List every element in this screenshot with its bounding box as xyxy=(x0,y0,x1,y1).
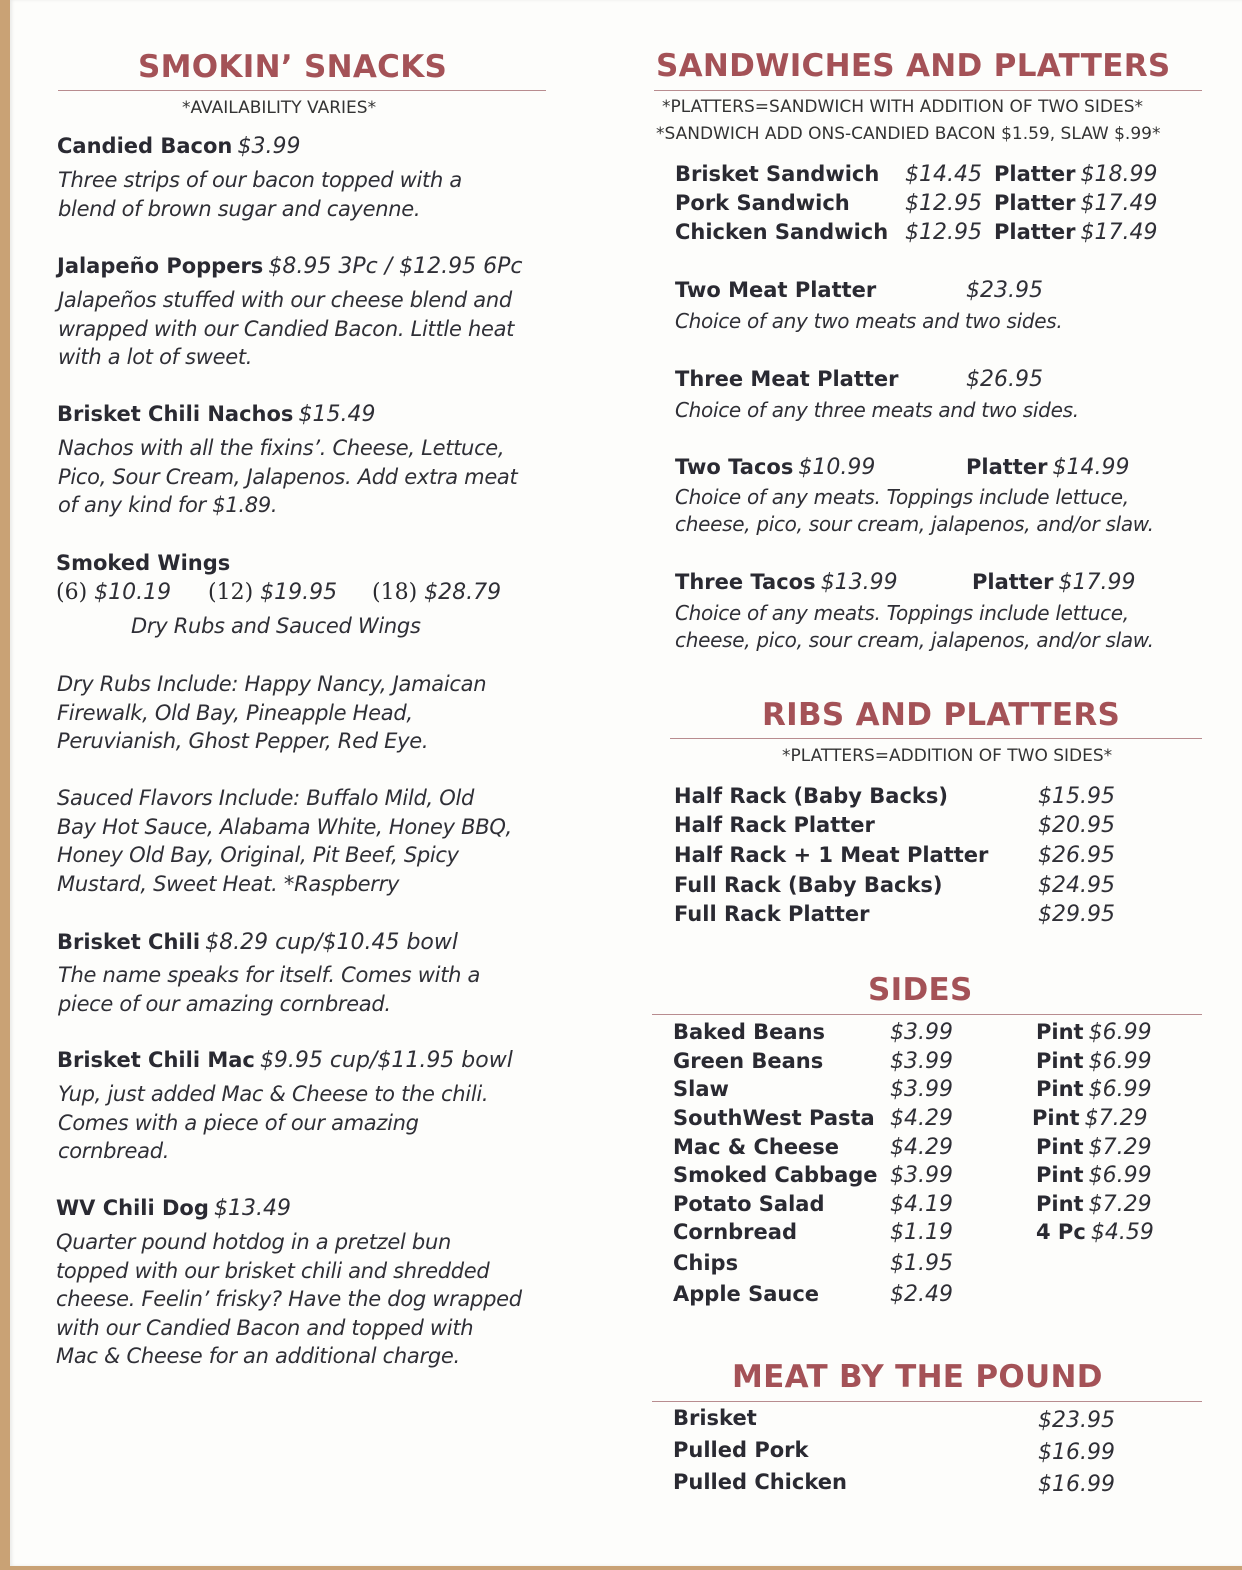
rib-price: $24.95 xyxy=(1038,873,1115,898)
sandwiches-platters-title: SANDWICHES AND PLATTERS xyxy=(656,48,1171,84)
menu-item-candied-bacon xyxy=(57,136,300,158)
sandwich-row-brisket: Brisket Sandwich xyxy=(675,162,880,186)
side-row: Mac & Cheese xyxy=(673,1135,840,1159)
side-row: Cornbread xyxy=(673,1220,797,1244)
rib-price: $20.95 xyxy=(1038,813,1115,838)
item-description: Nachos with all the fixins’. Cheese, Lettuce, Pico, Sour Cream, Jalapenos. Add extra meat of any kind for $1.89. xyxy=(58,436,518,517)
item-name: Brisket Chili Mac xyxy=(57,1048,255,1072)
sandwich-price: $14.45 xyxy=(905,162,982,187)
platters-note: *PLATTERS=SANDWICH WITH ADDITION OF TWO SIDES* xyxy=(662,97,1143,117)
rib-row: Full Rack (Baby Backs) xyxy=(674,873,943,897)
side-price: $2.49 xyxy=(890,1282,953,1307)
item-description: Choice of any two meats and two sides. xyxy=(675,309,1063,333)
side-pint-price: Pint $7.29 xyxy=(1036,1135,1152,1160)
menu-item-three-meat-platter: Three Meat Platter xyxy=(675,367,899,391)
sauced-flavors-list: Sauced Flavors Include: Buffalo Mild, Old Bay Hot Sauce, Alabama White, Honey BBQ, Honey Old Bay, Original, Pit Beef, Spicy Mustard, Sweet Heat. *Raspberry xyxy=(57,786,512,896)
rib-price: $26.95 xyxy=(1038,843,1115,868)
wings-subtitle: Dry Rubs and Sauced Wings xyxy=(131,614,421,638)
wing-option-18: (18) $28.79 xyxy=(372,580,502,605)
platter-price: Platter $17.49 xyxy=(994,191,1158,216)
side-price: $3.99 xyxy=(890,1020,953,1045)
menu-page xyxy=(10,0,1242,1566)
section-divider xyxy=(670,738,1202,739)
menu-item-three-tacos: Three Tacos $13.99 xyxy=(675,570,898,595)
item-description: Choice of any meats. Toppings include lettuce, cheese, pico, sour cream, jalapenos, and/or slaw. xyxy=(675,601,1154,652)
side-row: Smoked Cabbage xyxy=(673,1163,878,1187)
sandwich-price: $12.95 xyxy=(905,191,982,216)
sandwich-row-chicken: Chicken Sandwich xyxy=(675,220,889,244)
wing-option-12: (12) $19.95 xyxy=(208,580,338,605)
rib-row: Full Rack Platter xyxy=(674,902,870,926)
item-name: Candied Bacon xyxy=(57,134,233,158)
platter-price: Platter $17.49 xyxy=(994,220,1158,245)
item-name: Jalapeño Poppers xyxy=(57,254,264,278)
side-price: $4.29 xyxy=(890,1135,953,1160)
side-price: $4.19 xyxy=(890,1192,953,1217)
side-pint-price: Pint $6.99 xyxy=(1036,1020,1152,1045)
wing-option-6: (6) $10.19 xyxy=(56,580,172,605)
item-price: $23.95 xyxy=(966,278,1043,303)
side-row: Baked Beans xyxy=(673,1020,826,1044)
dry-rubs-list: Dry Rubs Include: Happy Nancy, Jamaican Firewalk, Old Bay, Pineapple Head, Peruvianish, Ghost Pepper, Red Eye. xyxy=(57,672,487,753)
menu-item-brisket-chili xyxy=(57,932,458,954)
side-pint-price: Pint $7.29 xyxy=(1032,1106,1148,1131)
menu-item-smoked-wings xyxy=(56,553,230,574)
add-ons-note: *SANDWICH ADD ONS-CANDIED BACON $1.59, SLAW $.99* xyxy=(656,124,1161,144)
item-description: Yup, just added Mac & Cheese to the chili. Comes with a piece of our amazing cornbread. xyxy=(58,1082,489,1163)
meat-row: Brisket xyxy=(673,1406,757,1430)
meat-price: $16.99 xyxy=(1038,1440,1115,1465)
item-description: Quarter pound hotdog in a pretzel bun topped with our brisket chili and shredded cheese. Feelin’ frisky? Have the dog wrapped with our Candied Bacon and topped with Mac & Cheese for an additional charge. xyxy=(56,1230,522,1368)
side-pint-price: Pint $6.99 xyxy=(1036,1049,1152,1074)
smokin-snacks-title: SMOKIN’ SNACKS xyxy=(138,49,448,85)
item-price: $8.29 cup/$10.45 bowl xyxy=(205,930,459,955)
side-row: Chips xyxy=(673,1251,739,1275)
item-description: Jalapeños stuffed with our cheese blend and wrapped with our Candied Bacon. Little heat with a lot of sweet. xyxy=(58,288,515,369)
item-price: $9.95 cup/$11.95 bowl xyxy=(259,1048,513,1073)
rib-price: $29.95 xyxy=(1038,902,1115,927)
side-row: SouthWest Pasta xyxy=(673,1106,875,1130)
meat-by-the-pound-title: MEAT BY THE POUND xyxy=(732,1359,1103,1395)
item-description: Choice of any meats. Toppings include lettuce, cheese, pico, sour cream, jalapenos, and/or slaw. xyxy=(675,485,1154,536)
sandwich-price: $12.95 xyxy=(905,220,982,245)
meat-price: $23.95 xyxy=(1038,1408,1115,1433)
side-pint-price: 4 Pc $4.59 xyxy=(1036,1220,1154,1245)
menu-item-brisket-chili-nachos xyxy=(57,404,375,426)
item-price: $13.49 xyxy=(213,1196,291,1221)
side-row: Potato Salad xyxy=(673,1192,825,1216)
side-pint-price: Pint $6.99 xyxy=(1036,1163,1152,1188)
ribs-platters-title: RIBS AND PLATTERS xyxy=(762,697,1121,733)
section-divider xyxy=(652,1401,1202,1402)
availability-note: *AVAILABILITY VARIES* xyxy=(182,98,377,118)
item-price: $8.95 3Pc / $12.95 6Pc xyxy=(268,254,523,279)
rib-price: $15.95 xyxy=(1038,784,1115,809)
side-pint-price: Pint $7.29 xyxy=(1036,1192,1152,1217)
meat-row: Pulled Pork xyxy=(673,1438,809,1462)
side-row: Apple Sauce xyxy=(673,1282,820,1306)
side-pint-price: Pint $6.99 xyxy=(1036,1077,1152,1102)
sandwich-row-pork: Pork Sandwich xyxy=(675,191,850,215)
side-row: Green Beans xyxy=(673,1049,824,1073)
platter-price: Platter $17.99 xyxy=(972,570,1136,595)
sides-title: SIDES xyxy=(868,972,973,1008)
ribs-note: *PLATTERS=ADDITION OF TWO SIDES* xyxy=(782,746,1113,766)
platter-price: Platter $14.99 xyxy=(966,455,1130,480)
item-description: Choice of any three meats and two sides. xyxy=(675,398,1079,422)
meat-row: Pulled Chicken xyxy=(673,1470,847,1494)
item-description: Three strips of our bacon topped with a blend of brown sugar and cayenne. xyxy=(58,168,462,221)
menu-item-brisket-chili-mac xyxy=(57,1050,513,1072)
platter-price: Platter $18.99 xyxy=(994,162,1158,187)
item-name: WV Chili Dog xyxy=(56,1196,209,1220)
section-divider xyxy=(58,90,546,91)
item-price: $26.95 xyxy=(966,367,1043,392)
menu-item-two-meat-platter: Two Meat Platter xyxy=(675,278,877,302)
rib-row: Half Rack (Baby Backs) xyxy=(674,784,948,808)
side-price: $3.99 xyxy=(890,1049,953,1074)
side-price: $1.19 xyxy=(890,1220,953,1245)
side-price: $1.95 xyxy=(890,1251,953,1276)
item-name: Smoked Wings xyxy=(56,551,231,575)
side-price: $4.29 xyxy=(890,1106,953,1131)
item-price: $3.99 xyxy=(237,134,301,159)
menu-item-two-tacos: Two Tacos $10.99 xyxy=(675,455,876,480)
side-price: $3.99 xyxy=(890,1077,953,1102)
section-divider xyxy=(652,1014,1202,1015)
section-divider xyxy=(654,90,1202,91)
menu-item-jalapeno-poppers xyxy=(57,256,522,278)
side-row: Slaw xyxy=(673,1077,729,1101)
side-price: $3.99 xyxy=(890,1163,953,1188)
item-name: Brisket Chili Nachos xyxy=(57,402,294,426)
rib-row: Half Rack Platter xyxy=(674,813,875,837)
menu-item-wv-chili-dog xyxy=(56,1198,291,1220)
rib-row: Half Rack + 1 Meat Platter xyxy=(674,843,989,867)
item-price: $15.49 xyxy=(298,402,376,427)
meat-price: $16.99 xyxy=(1038,1472,1115,1497)
item-description: The name speaks for itself. Comes with a piece of our amazing cornbread. xyxy=(58,963,481,1016)
item-name: Brisket Chili xyxy=(57,930,201,954)
